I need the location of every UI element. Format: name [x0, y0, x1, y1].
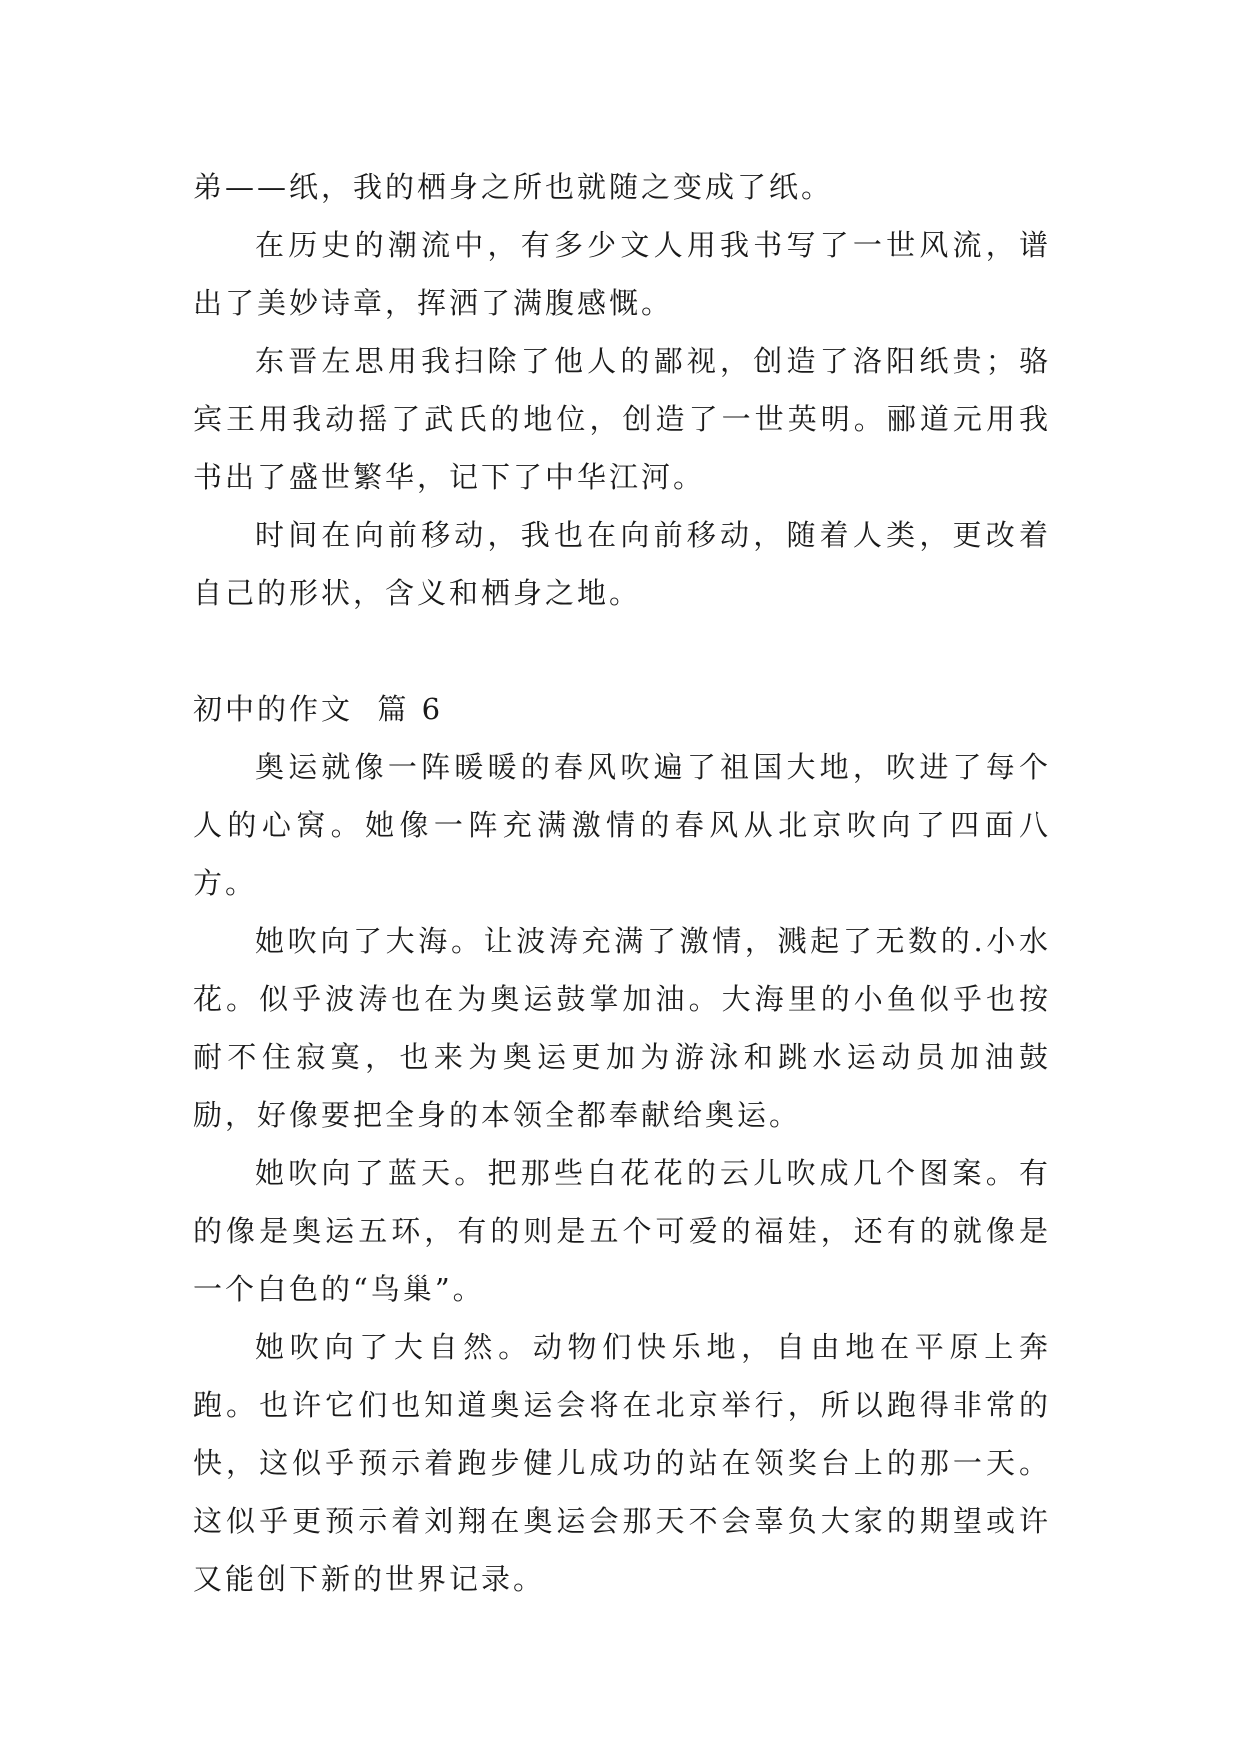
paragraph: 在历史的潮流中，有多少文人用我书写了一世风流，谱出了美妙诗章，挥洒了满腹感慨。	[193, 228, 1051, 320]
previous-section-text	[193, 158, 1051, 622]
paragraph: 东晋左思用我扫除了他人的鄙视，创造了洛阳纸贵；骆宾王用我动摇了武氏的地位，创造了一世英明。郦道元用我书出了盛世繁华，记下了中华江河。	[193, 344, 1051, 494]
section-title: 初中的作文 篇 6	[193, 692, 444, 726]
paragraph: 奥运就像一阵暖暖的春风吹遍了祖国大地，吹进了每个人的心窝。她像一阵充满激情的春风从北京吹向了四面八方。	[193, 750, 1051, 900]
paragraph: 她吹向了大海。让波涛充满了激情，溅起了无数的.小水花。似乎波涛也在为奥运鼓掌加油。大海里的小鱼似乎也按耐不住寂寞，也来为奥运更加为游泳和跳水运动员加油鼓励，好像要把全身的本领全都奉献给奥运。	[193, 924, 1051, 1132]
section-6	[193, 680, 1051, 1608]
paragraph: 她吹向了大自然。动物们快乐地，自由地在平原上奔跑。也许它们也知道奥运会将在北京举行，所以跑得非常的快，这似乎预示着跑步健儿成功的站在领奖台上的那一天。这似乎更预示着刘翔在奥运会那天不会辜负大家的期望或许又能创下新的世界记录。	[193, 1330, 1051, 1596]
paragraph: 她吹向了蓝天。把那些白花花的云儿吹成几个图案。有的像是奥运五环，有的则是五个可爱的福娃，还有的就像是一个白色的“鸟巢”。	[193, 1156, 1051, 1306]
paragraph-continuation: 弟——纸，我的栖身之所也就随之变成了纸。	[193, 170, 834, 204]
paragraph: 时间在向前移动，我也在向前移动，随着人类，更改着自己的形状，含义和栖身之地。	[193, 518, 1051, 610]
